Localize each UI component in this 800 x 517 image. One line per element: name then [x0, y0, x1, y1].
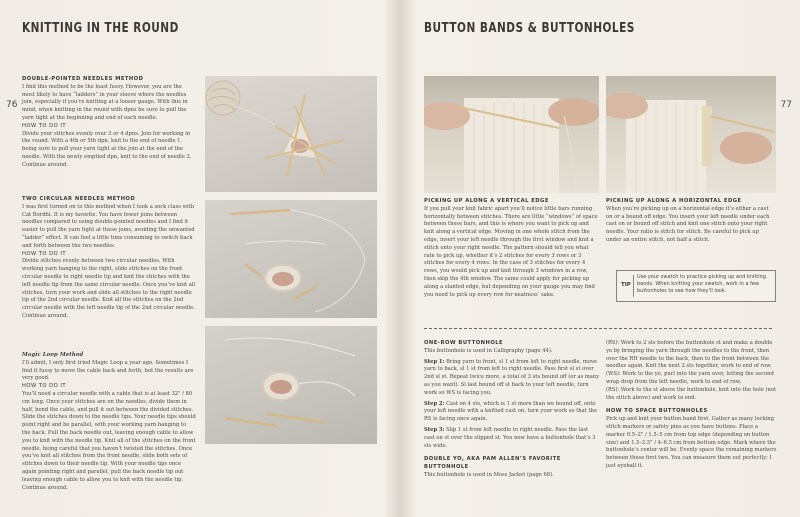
- ws-label: (WS):: [606, 371, 621, 378]
- one-row-heading: ONE-ROW BUTTONHOLE: [424, 340, 504, 346]
- section-divider: [424, 328, 774, 329]
- vertical-edge-text: If you pull your knit fabric apart you’ll notice little bars running horizontally between stitches. There are little “windows” of space between these bars, and this is where you want to pick up and knit along a vertical edge. Moving in one whole stitch from the edge, insert your left needle through the first window and knit a stitch onto your right needle. The pattern should tell you what rate to pick up, whether it’s 2 stitches for every 3 rows or 3 stitches for every 4 rows. In the case of 3 stitches for every 4 rows, you would pick up and knit through 3 windows in a row, then skip the 4th window. The same could apply for picking up along a slanted edge, but depending on your gauge you may find you need to pick up every row for neatness’ sake.: [424, 205, 598, 298]
- rs2-label: (RS):: [606, 386, 620, 393]
- space-heading: HOW TO SPACE BUTTONHOLES: [606, 408, 708, 415]
- horizontal-edge-heading: PICKING UP ALONG A HORIZONTAL EDGE: [606, 198, 742, 204]
- magic-loop-photo: [205, 326, 377, 444]
- tcn-how-heading: HOW TO DO IT: [22, 250, 67, 257]
- one-row-intro: This buttonhole is used in Calligraphy (page 44).: [424, 347, 553, 354]
- tcn-intro: I was first turned on to this method when I took a sock class with Cat Bordhi. It is my favorite. You have fewer joins between needles compared to using double-pointed needles and I find it easier to pull the yarn tight at these joins, avoiding the unwanted “ladder” effect. It can feel a little time consuming to switch back and forth between the two needles.: [22, 203, 195, 249]
- step-1-text: Bring yarn to front, sl 1 st from left to right needle, move yarn to back, sl 1 st from left to right needle. Pass first sl st over 2nd sl st. Repeat twice more, a total of 3 sts bound off (or as many as you want). Sl last bound off st back to your left needle, turn work so WS is facing you.: [424, 358, 600, 396]
- ml-how-text: You’ll need a circular needle with a cable that is at least 32" / 80 cm long. Once your stitches are on the needles, divide them in half, bend the cable, and pull it out between the divided stitches. Slide the stitches down to the needle tips. Your needle tips should point right and be parallel, with your working yarn hanging to the back. Pull the back needle out, leaving enough cable to allow you to knit with the needle tip. Knit all of the stitches on the front needle, being careful that you haven’t twisted the stitches. Once you’ve knit all stitches from the front needle, slide both sets of stitches down to their needle tip. With your needle tips once again pointing right and parallel, pull the back needle tip out leaving enough cable to allow you to knit with the needle tip. Continue around.: [22, 390, 196, 491]
- page-number-left: 76: [6, 100, 18, 110]
- ml-section: [22, 352, 196, 492]
- step-3-text: Slip 1 st from left needle to right needle. Pass the last cast on st over the slipped st. You now have a buttonhole that’s 3 sts wide.: [424, 426, 596, 449]
- right-page-title: BUTTON BANDS & BUTTONHOLES: [424, 20, 635, 36]
- rs-text: Work to 2 sts before the buttonhole st and make a double yo by bringing the yarn through the needles to the front, then over the RH needle to the back, then to the front between the needles again. Knit the next 2 sts together, work to end of row.: [606, 340, 773, 370]
- dpn-how-heading: HOW TO DO IT: [22, 122, 67, 129]
- step-2-text: Cast on 4 sts, which is 1 st more than we bound off, onto your left needle with a knitted cast on, turn your work so that the RS is facing once again.: [424, 400, 597, 423]
- one-row-section: [424, 340, 600, 480]
- step-2-label: Step 2:: [424, 400, 445, 407]
- left-page-title: KNITTING IN THE ROUND: [22, 20, 179, 36]
- horizontal-edge-photo: [606, 76, 776, 193]
- tip-label: TIP: [621, 282, 631, 288]
- dpn-heading: DOUBLE-POINTED NEEDLES METHOD: [22, 76, 144, 82]
- dpn-section: [22, 76, 196, 170]
- rs2-step: [606, 387, 778, 403]
- rs-label: (RS):: [606, 340, 620, 346]
- ml-intro: I’ll admit, I only first tried Magic Loop a year ago. Sometimes I find it fussy to move the cable back and forth, but the results are very good.: [22, 359, 194, 382]
- tip-text: Use your swatch to practice picking up and knitting bands. When knitting your swatch, work in a few buttonholes to see how they’ll look.: [637, 274, 766, 294]
- left-page: [0, 0, 398, 517]
- step-3-label: Step 3:: [424, 426, 445, 433]
- step-3: [424, 427, 600, 450]
- dpn-how-text: Divide your stitches evenly over 3 or 4 dpns. Join for working in the round. With a 4th or 5th dpn, knit to the end of needle 1, being sure to pull your yarn tight at the join at the end of the needle. With the newly emptied dpn, knit to the end of needle 2. Continue around.: [22, 130, 192, 168]
- vertical-edge-section: [424, 198, 598, 299]
- tcn-how-text: Divide stitches evenly between two circular needles. With working yarn hanging to the right, slide stitches on the front circular needle to right needle tip and knit the stitches with the left needle tip from the same circular needle. Once you’ve knit all stitches, turn your work and slide all stitches to the right needle tip of the 2nd circular needle. Knit all the stitches on the 2nd circular needle with the left needle tip of the 2nd circular needle. Continue around.: [22, 258, 196, 319]
- dpn-intro: I find this method to be the least fussy. However, you are the most likely to have “ladders” in your sleeve where the needles join, especially if you’re knitting at a looser gauge. With this in mind, when knitting in the round with dpns be sure to pull the yarn tight at the beginning and end of each needle.: [22, 83, 188, 121]
- page-number-right: 77: [780, 100, 792, 110]
- pam-allen-heading: DOUBLE YO, AKA PAM ALLEN’S FAVORITE BUTTONHOLE: [424, 456, 561, 471]
- ml-how-heading: HOW TO DO IT: [22, 383, 67, 390]
- vertical-edge-heading: PICKING UP ALONG A VERTICAL EDGE: [424, 198, 549, 204]
- pam-allen-intro: This buttonhole is used in Moss Jacket (page 68).: [424, 471, 554, 478]
- step-1-label: Step 1:: [424, 358, 445, 365]
- two-circulars-photo: [205, 200, 377, 318]
- tip-divider: [633, 275, 634, 297]
- ws-step: [606, 371, 778, 387]
- horizontal-edge-section: [606, 198, 776, 245]
- horizontal-edge-text: When you’re picking up on a horizontal edge it’s either a cast on or a bound off edge. You insert your left needle under each cast on or bound off stitch and knit one stitch onto your right needle. Your ratio is stitch for stitch. Be careful to pick up under an entire stitch, not half a stitch.: [606, 205, 770, 243]
- dpn-photo: [205, 76, 377, 192]
- rs-step: [606, 340, 778, 371]
- right-page: [402, 0, 800, 517]
- double-yo-section: [606, 340, 778, 471]
- space-text: Pick up and knit your button band first. Gather as many locking stitch markers or safety pins as you have buttons. Place a marker 0.5–2" / 1.5–5 cm from top edge (depending on button size) and 1.5–2.5" / 4–6.5 cm from bottom edge. Mark where the buttonhole’s center will be. Evenly space the remaining markers between these first two. You can measure them out perfectly; I just eyeball it.: [606, 416, 777, 469]
- tcn-section: [22, 196, 196, 321]
- step-2: [424, 401, 600, 424]
- ws-text: Work to the yo, purl into the yarn over, letting the second wrap drop from the left needle, work to end of row.: [606, 371, 774, 385]
- step-1: [424, 359, 600, 398]
- rs2-text: Work to the st above the buttonhole, knit into the hole (not the stitch above) and work to end.: [606, 386, 777, 401]
- tip-box: [616, 270, 776, 302]
- tcn-heading: TWO CIRCULAR NEEDLES METHOD: [22, 196, 136, 202]
- vertical-edge-photo: [424, 76, 599, 193]
- ml-heading: Magic Loop Method: [22, 352, 84, 358]
